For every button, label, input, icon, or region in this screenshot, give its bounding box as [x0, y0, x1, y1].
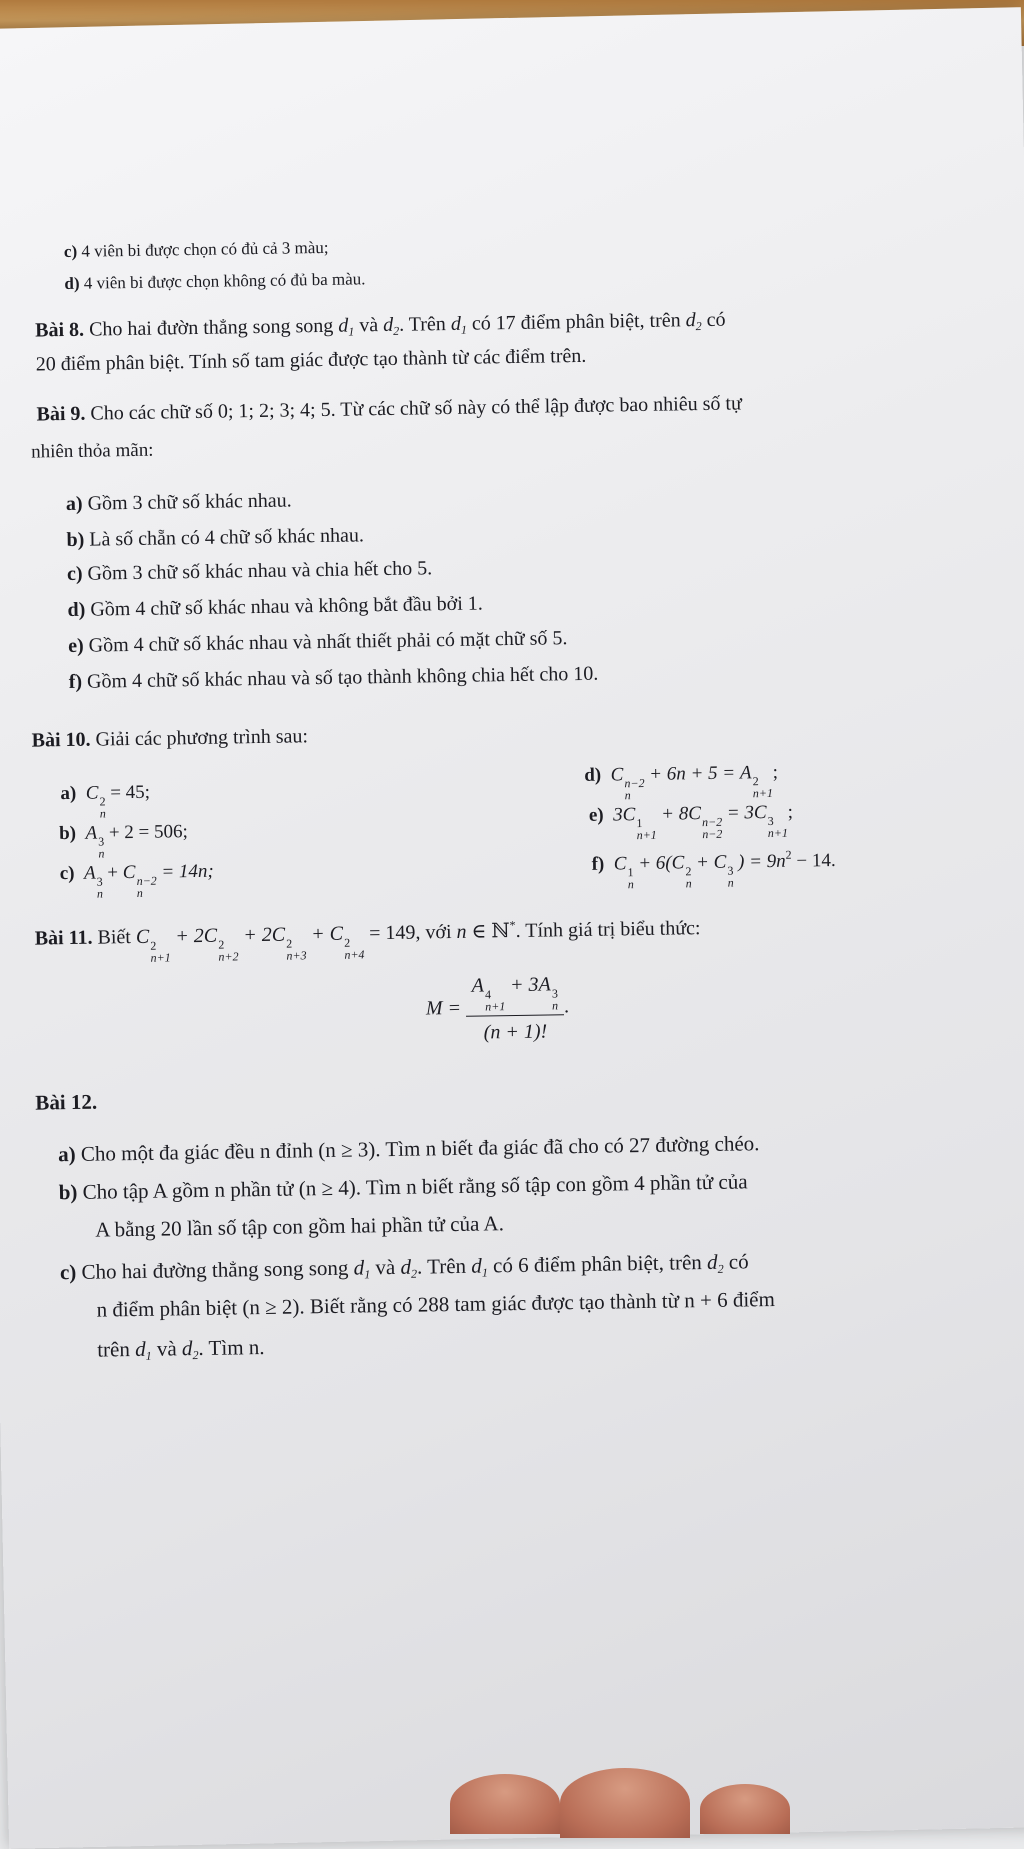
fraction-denominator: (n + 1)! [483, 1020, 548, 1044]
item-text: 4 viên bi được chọn không có đủ ba màu. [83, 269, 366, 293]
symbol-d2: $d_2$ [382, 313, 400, 338]
item-text: Gồm 4 chữ số khác nhau và số tạo thành không chia hết cho 10. [86, 662, 599, 693]
bai10-title: Giải các phương trình sau: [95, 725, 309, 751]
bai9-text: Cho các chữ số 0; 1; 2; 3; 4; 5. Từ các chữ số này có thể lập được bao nhiêu số tự [90, 392, 742, 425]
fraction-numerator: A 4 n+1 + 3A 3 n [465, 971, 564, 1017]
item-label: c) [63, 241, 78, 262]
combination-symbol: C [610, 764, 624, 786]
eq-end: ; [787, 801, 794, 823]
item-text: Là số chẵn có 4 chữ số khác nhau. [89, 524, 365, 551]
bai9-item-b [66, 522, 364, 553]
eq-text: = 149, với [368, 921, 452, 945]
item-text: Cho một đa giác đều n đỉnh (n ≥ 3). Tìm n biết đa giác đã cho có 27 đường chéo. [80, 1131, 760, 1166]
fraction [465, 971, 564, 1046]
bai12-heading: Bài 12. [35, 1089, 98, 1115]
bai9-label: Bài 9. [36, 402, 86, 426]
combination-symbol: C [122, 861, 136, 884]
bai11-formula [425, 971, 569, 1046]
period: . [563, 995, 570, 1018]
bai12-item-a [58, 1130, 760, 1167]
bai10-eq-c: c) A 3 n + C n−2 n = 14n; [59, 860, 214, 901]
item-text: Cho tập A gồm n phần tử (n ≥ 4). Tìm n biết rằng số tập con gồm 4 phần tử của [82, 1169, 748, 1204]
top-item-c [64, 235, 329, 265]
arrangement-symbol: A [739, 762, 752, 784]
item-text: Gồm 3 chữ số khác nhau. [87, 489, 292, 515]
finger [450, 1774, 560, 1834]
bai11-text: . Tính giá trị biểu thức: [515, 917, 701, 943]
bai8-text-e: có [706, 308, 726, 331]
combination-symbol: C [85, 782, 99, 804]
bai12-item-c [60, 1248, 749, 1292]
item-text: có 6 điểm phân biệt, trên [492, 1250, 702, 1278]
bai10-label: Bài 10. [31, 728, 91, 752]
eq-term: + 6(C [638, 852, 685, 875]
star-superscript: * [509, 918, 516, 933]
item-label: d) [67, 598, 86, 622]
item-label: b) [58, 1179, 78, 1205]
item-label: e) [67, 634, 84, 658]
eq-end: ; [772, 761, 779, 783]
bai11-text: Biết [97, 926, 132, 949]
finger [560, 1768, 690, 1838]
item-text: Gồm 4 chữ số khác nhau và không bắt đầu bởi 1. [90, 592, 483, 621]
item-text: . Tìm n. [198, 1335, 265, 1361]
bai9-item-c [67, 555, 433, 587]
fingers-holding-paper [0, 1760, 1024, 1820]
symbol-d1: $d_1$ [338, 314, 355, 339]
bai10-heading [31, 723, 308, 753]
eq-term: + 2C [243, 923, 286, 947]
bai9-item-d [67, 590, 483, 623]
eq-term: + 8C [661, 803, 702, 825]
symbol-d2: $d_2$ [706, 1249, 724, 1276]
bai11-line1: Bài 11. Biết C 2 n+1 + 2C 2 n+2 + 2C 2 n+3 + C 2 n+4 = 149, với n ∈ ℕ*. Tính giá trị biểu thức: [34, 917, 701, 965]
finger [700, 1784, 790, 1834]
eq-term: + C [695, 851, 727, 874]
bai12-item-b [59, 1168, 748, 1205]
bai11-label: Bài 11. [34, 926, 93, 950]
bai9-line1 [36, 390, 742, 427]
arrangement-symbol: A [83, 862, 96, 884]
eq-rest: = 45; [110, 781, 151, 804]
item-label: a) [57, 1141, 76, 1167]
bai12-item-c-line2: n điểm phân biệt (n ≥ 2). Biết rằng có 288 tam giác được tạo thành từ n + 6 điểm [96, 1286, 776, 1322]
symbol-d2: $d_2$ [685, 309, 702, 334]
symbol-d1: $d_1$ [450, 312, 468, 337]
item-text: trên [97, 1337, 131, 1362]
bai10-eq-f: f) C 1 n + 6(C 2 n + C 3 n ) = $9n^2 - 14$. [591, 847, 836, 892]
bai12-item-c-line3 [97, 1334, 265, 1370]
eq-term: + C [311, 922, 344, 946]
item-text: . Trên [416, 1253, 467, 1279]
bai10-eq-a: a) C 2 n = 45; [60, 781, 151, 821]
eq-end: − 14. [796, 849, 836, 872]
eq-label: f) [591, 853, 605, 875]
exponent: 2 [785, 847, 792, 862]
item-text: và [375, 1254, 396, 1280]
bai9-item-e [68, 625, 568, 659]
bai8-text-c: . Trên [398, 313, 447, 336]
formula-lhs: M = [425, 996, 462, 1020]
item-text: Gồm 4 chữ số khác nhau và nhất thiết phải có mặt chữ số 5. [88, 627, 568, 657]
eq-term: + 2C [175, 924, 218, 948]
item-text: Gồm 3 chữ số khác nhau và chia hết cho 5. [87, 557, 433, 585]
bai12-item-b-line2: A bằng 20 lần số tập con gồm hai phần tử của A. [95, 1211, 505, 1242]
item-label: c) [66, 562, 83, 586]
eq-term: 3C [612, 804, 636, 826]
eq-label: b) [58, 822, 77, 845]
bai9-line2: nhiên thỏa mãn: [30, 439, 154, 463]
arrangement-symbol: A [85, 822, 98, 844]
symbol-d1: $d_1$ [353, 1255, 371, 1282]
item-text: có [728, 1249, 749, 1274]
bai8-line2: 20 điểm phân biệt. Tính số tam giác được tạo thành từ các điểm trên. [35, 344, 587, 376]
bai8-label: Bài 8. [35, 318, 85, 342]
bai10-eq-b: b) A 3 n + 2 = 506; [58, 821, 188, 861]
eq-term: ) = 9n [737, 850, 786, 873]
bai9-item-f [69, 661, 599, 695]
bai8-text-d: có 17 điểm phân biệt, trên [471, 309, 681, 335]
eq-term: = 3C [726, 802, 767, 824]
variable-n: n [456, 920, 467, 943]
item-text: và [156, 1336, 177, 1361]
bai9-item-a [66, 487, 292, 517]
item-text: Cho hai đường thẳng song song [81, 1255, 349, 1284]
symbol-d2: $d_2$ [181, 1336, 199, 1363]
top-item-d [64, 266, 365, 297]
bai8-text-b: và [359, 314, 379, 337]
eq-label: a) [60, 782, 77, 805]
item-label: a) [65, 492, 83, 516]
bai10-eq-d: d) C n−2 n + 6n + 5 = A 2 n+1 ; [584, 761, 779, 803]
eq-term: C [135, 925, 150, 948]
eq-rest: = 14n; [161, 860, 214, 883]
eq-rest: + 2 = 506; [108, 821, 188, 844]
symbol-d2: $d_2$ [400, 1254, 418, 1281]
eq-term: C [613, 853, 627, 875]
item-text: 4 viên bi được chọn có đủ cả 3 màu; [81, 237, 329, 261]
eq-label: e) [588, 804, 604, 826]
item-label: d) [64, 273, 80, 294]
item-label: b) [66, 528, 85, 552]
item-label: f) [68, 670, 83, 694]
item-label: c) [59, 1259, 77, 1285]
bai8-text-a: Cho hai đườn thẳng song song [88, 314, 334, 341]
eq-label: d) [584, 764, 602, 786]
natural-set: ∈ ℕ [471, 920, 510, 943]
eq-label: c) [59, 862, 75, 885]
plus-sign: + [107, 862, 119, 884]
bai8-line1 [35, 307, 726, 350]
eq-middle: + 6n + 5 = [649, 762, 736, 785]
symbol-d1: $d_1$ [134, 1336, 152, 1363]
bai10-eq-e: e) 3C 1 n+1 + 8C n−2 n−2 = 3C 3 n+1 ; [588, 801, 794, 843]
symbol-d1: $d_1$ [471, 1253, 489, 1280]
